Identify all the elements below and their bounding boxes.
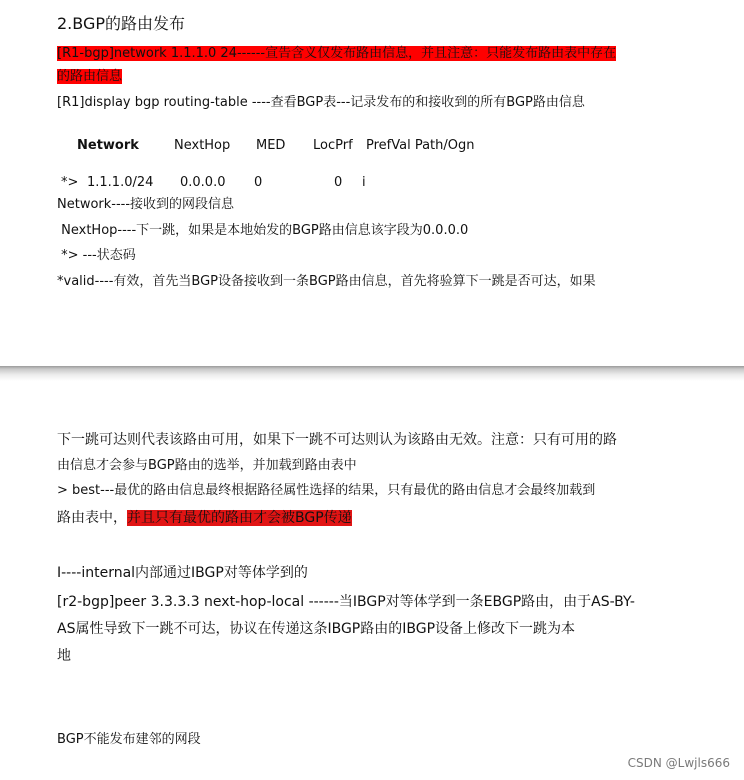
table-header-prefval-path: PrefVal Path/Ogn	[366, 138, 475, 153]
internal-line: I----internal内部通过IBGP对等体学到的	[57, 565, 308, 581]
table-cell-nexthop: 0.0.0.0	[180, 175, 226, 190]
display-command-line: [R1]display bgp routing-table ----查看BGP表---记录发布的和接收到的所有BGP路由信息	[57, 95, 585, 110]
last-line: BGP不能发布建邻的网段	[57, 732, 201, 747]
peer-command-line1: [r2-bgp]peer 3.3.3.3 next-hop-local ------当IBGP对等体学到一条EBGP路由，由于AS-BY-	[57, 594, 635, 610]
note-valid: *valid----有效，首先当BGP设备接收到一条BGP路由信息，首先将验算下一跳是否可达，如果	[57, 274, 596, 289]
highlight-network-line2: 的路由信息	[57, 69, 123, 84]
table-header-locprf: LocPrf	[313, 138, 353, 153]
table-cell-prefval: 0	[334, 175, 343, 190]
table-header-med: MED	[256, 138, 286, 153]
note-nexthop: NextHop----下一跳，如果是本地始发的BGP路由信息该字段为0.0.0.0	[57, 223, 469, 238]
highlighted-network-command	[57, 42, 616, 88]
table-cell-med: 0	[254, 175, 263, 190]
peer-command-line2: AS属性导致下一跳不可达，协议在传递这条IBGP路由的IBGP设备上修改下一跳为本	[57, 621, 576, 637]
document-page-1	[0, 0, 744, 366]
table-header-nexthop: NextHop	[174, 138, 231, 153]
document-page-2	[0, 381, 744, 780]
table-cell-network: 1.1.1.0/24	[87, 175, 154, 190]
page-separator	[0, 366, 744, 381]
table-cell-status: *>	[61, 175, 79, 190]
highlight-network-line1: [R1-bgp]network 1.1.1.0 24------宣告含义仅发布路由信息，并且注意：只能发布路由表中存在	[57, 46, 617, 61]
note-network: Network----接收到的网段信息	[57, 197, 235, 212]
best-line2-text: 路由表中，	[57, 510, 127, 526]
highlight-bgp-transfer: 并且只有最优的路由才会被BGP传递	[127, 510, 352, 526]
section-heading: 2.BGP的路由发布	[57, 14, 186, 33]
para-nexthop-line2: 由信息才会参与BGP路由的选举，并加载到路由表中	[57, 458, 357, 473]
csdn-watermark: CSDN @Lwjls666	[627, 756, 730, 770]
best-line1: > best---最优的路由信息最终根据路径属性选择的结果，只有最优的路由信息才会最终加载到	[57, 483, 596, 498]
table-header-network: Network	[77, 138, 139, 153]
best-line2	[57, 509, 352, 527]
table-cell-origin: i	[362, 175, 366, 190]
note-status-code: *> ---状态码	[57, 248, 136, 263]
peer-command-line3: 地	[57, 648, 71, 664]
para-nexthop-line1: 下一跳可达则代表该路由可用，如果下一跳不可达则认为该路由无效。注意：只有可用的路	[57, 432, 617, 448]
